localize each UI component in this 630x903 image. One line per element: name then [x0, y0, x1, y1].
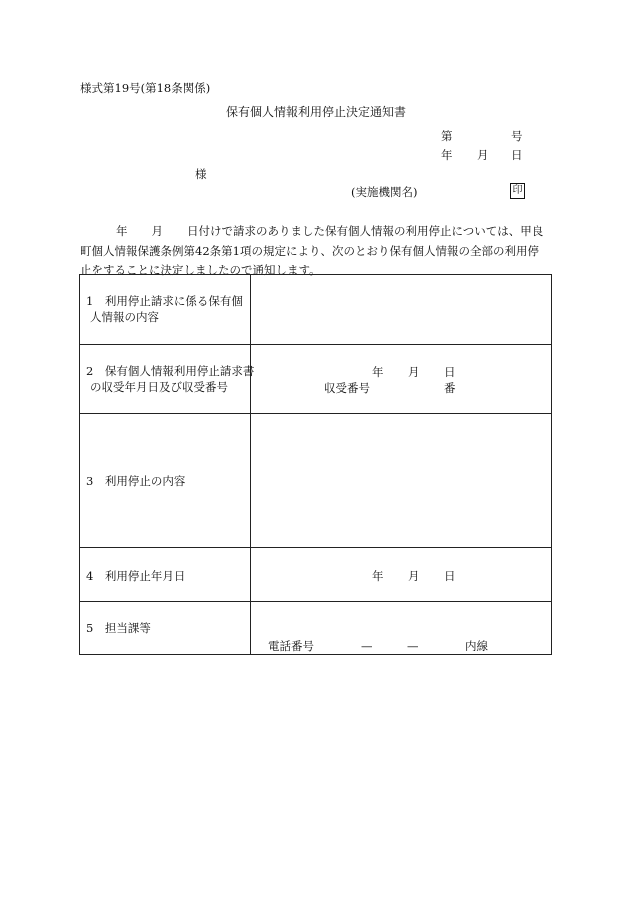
row2-year: 年 — [372, 365, 384, 379]
addressee-suffix: 様 — [195, 167, 207, 181]
body-line-1 — [80, 222, 552, 242]
doc-number-prefix: 第 — [441, 129, 453, 143]
body-month: 月 — [151, 224, 163, 238]
row2-label-line2: の収受年月日及び収受番号 — [90, 380, 228, 394]
row4-day: 日 — [444, 569, 456, 583]
row2-month: 月 — [408, 365, 420, 379]
row2-receipt-suffix: 番 — [444, 381, 456, 395]
row4-year: 年 — [372, 569, 384, 583]
row5-phone-label: 電話番号 — [268, 639, 314, 653]
row2-day: 日 — [444, 365, 456, 379]
row5-dash-1: — — [361, 639, 373, 653]
agency-name: (実施機関名) — [351, 185, 418, 199]
row2-label-line1: 2 保有個人情報利用停止請求書 — [86, 364, 255, 378]
date-day: 日 — [511, 148, 523, 162]
doc-number-suffix: 号 — [511, 129, 523, 143]
notice-table — [79, 274, 552, 655]
row2-receipt-label: 収受番号 — [324, 381, 370, 395]
body-line-2: 町個人情報保護条例第42条第1項の規定により、次のとおり保有個人情報の全部の利用停 — [80, 243, 539, 258]
row5-extension: 内線 — [465, 639, 488, 653]
row5-label: 5 担当課等 — [86, 621, 151, 635]
body-line-3: 止をすることに決定しましたので通知します。 — [80, 263, 321, 277]
document-title: 保有個人情報利用停止決定通知書 — [226, 105, 407, 119]
row1-label-line1: 1 利用停止請求に係る保有個 — [86, 294, 243, 308]
date-month: 月 — [477, 148, 489, 162]
table-row — [80, 344, 551, 414]
body-year: 年 — [116, 224, 128, 238]
table-row — [80, 413, 551, 548]
row3-label: 3 利用停止の内容 — [86, 474, 186, 488]
form-number: 様式第19号(第18条関係) — [80, 81, 211, 95]
notice-body — [80, 222, 552, 281]
row4-label: 4 利用停止年月日 — [86, 569, 186, 583]
row1-label-line2: 人情報の内容 — [90, 310, 159, 324]
table-row — [80, 275, 551, 344]
date-year: 年 — [441, 148, 453, 162]
seal-mark: 印 — [510, 183, 525, 199]
body-line-1-text: 日付けで請求のありました保有個人情報の利用停止については、甲良 — [187, 224, 544, 238]
table-row — [80, 601, 551, 654]
row5-dash-2: — — [407, 639, 419, 653]
row4-month: 月 — [408, 569, 420, 583]
table-row — [80, 547, 551, 602]
